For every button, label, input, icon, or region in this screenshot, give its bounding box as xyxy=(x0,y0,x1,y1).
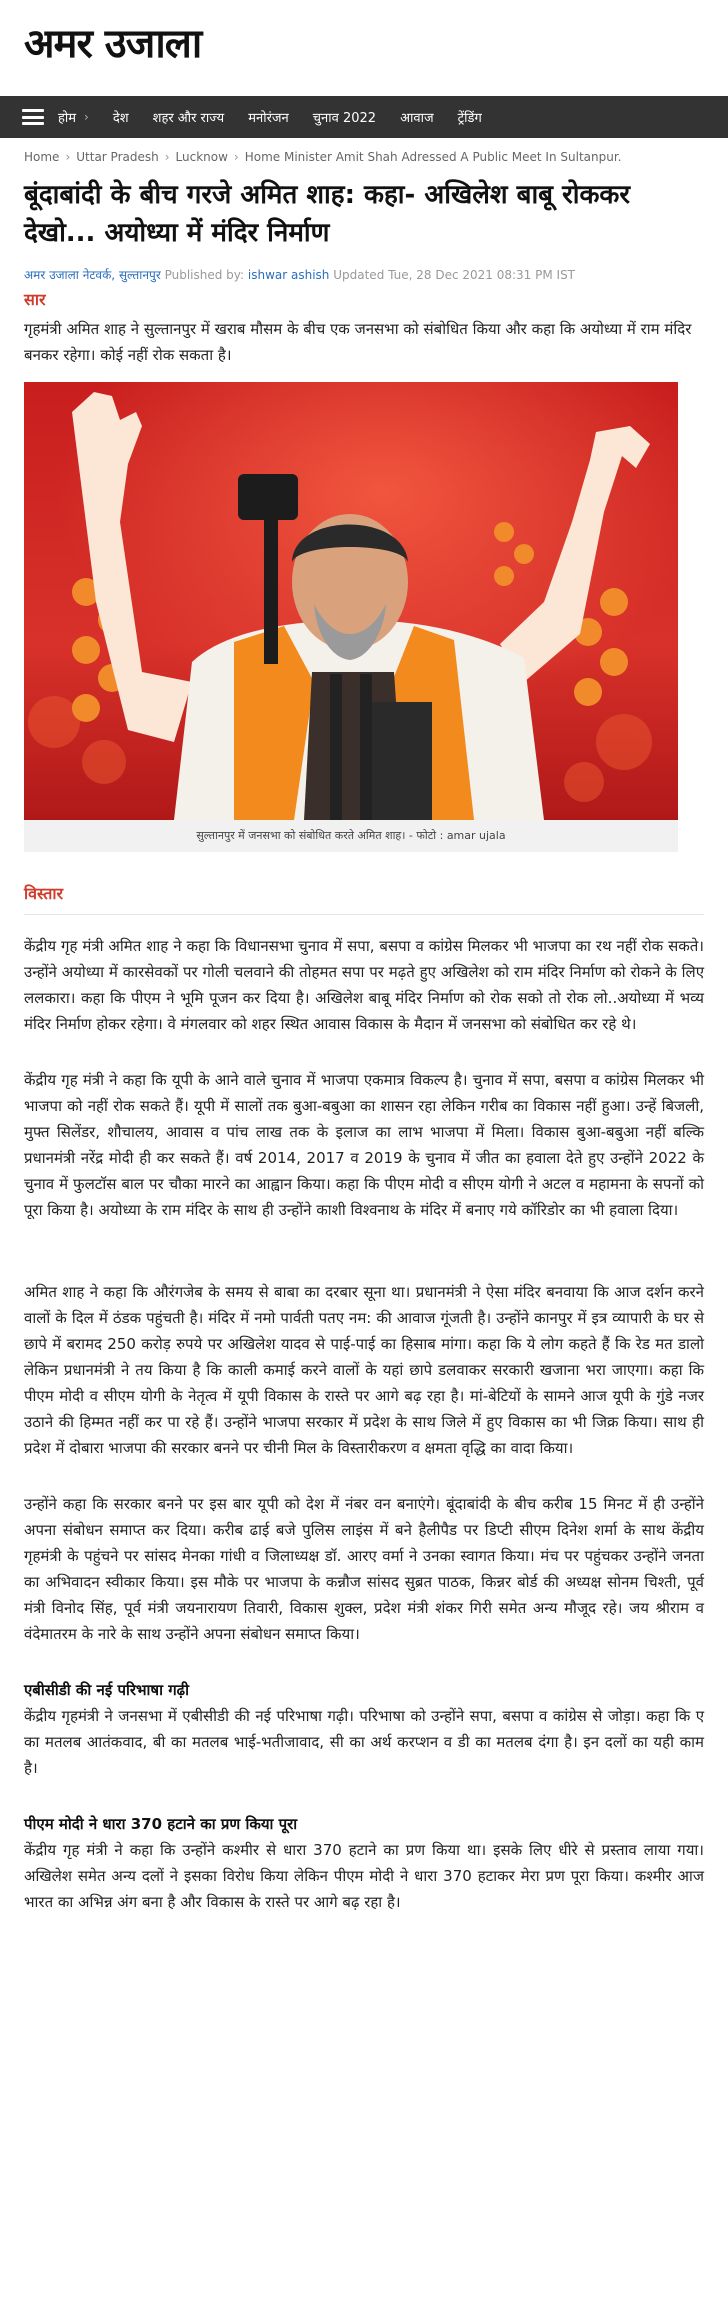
breadcrumb-separator-icon: › xyxy=(233,150,239,164)
image-caption: सुल्तानपुर में जनसभा को संबोधित करते अमित शाह। - फोटो : amar ujala xyxy=(24,820,678,852)
subsection-text: केंद्रीय गृह मंत्री ने कहा कि उन्होंने कश्मीर से धारा 370 हटाने का प्रण किया था। इसके लिए धीरे से प्रस्ताव लाया गया। अखिलेश समेत अन्य दलों ने इसका विरोध किया लेकिन पीएम मोदी ने धारा 370 हटाकर मेरा प्रण पूरा किया। कश्मीर आज भारत का अभिन्न अंग बना है और विकास के रास्ते पर आगे बढ़ रहा है। xyxy=(24,1841,704,1911)
subsection-heading: पीएम मोदी ने धारा 370 हटाने का प्रण किया पूरा xyxy=(24,1815,298,1833)
chevron-right-icon: › xyxy=(84,110,89,124)
nav-item-awaaz[interactable]: आवाज xyxy=(400,111,434,126)
breadcrumb-state[interactable]: Uttar Pradesh xyxy=(76,150,159,164)
breadcrumb-city[interactable]: Lucknow xyxy=(175,150,228,164)
article-paragraph: अमित शाह ने कहा कि औरंगजेब के समय से बाबा का दरबार सूना था। प्रधानमंत्री ने ऐसा मंदिर बनवाया कि आज दर्शन करने वालों के दिल में ठंडक पहुंचती है। मंदिर में नमो पार्वती पतए नम: की आवाज गूंजती है। उन्होंने कानपुर में इत्र व्यापारी के घर से छापे में बरामद 250 करोड़ रुपये पर अखिलेश यादव से पाई-पाई का हिसाब मांगा। कहा कि ये लोग कहते हैं कि रेड मत डालो लेकिन प्रधानमंत्री ने तय किया है कि काली कमाई करने वालों के यहां छापे डलवाकर सरकारी खजाना भरा जाएगा। कहा कि पीएम मोदी व सीएम योगी के नेतृत्व में यूपी विकास के रास्ते पर आगे बढ़ रहा है। मां-बेटियों के सामने आज यूपी के गुंडे नजर उठाने की हिम्मत नहीं कर पा रहे हैं। उन्होंने भाजपा सरकार में प्रदेश के साथ जिले में हुए विकास का भी जिक्र किया। साथ ही प्रदेश में दोबारा भाजपा की सरकार बनने पर चीनी मिल के विस्तारीकरण व क्षमता वृद्धि का वादा किया। xyxy=(24,1283,704,1457)
main-nav xyxy=(0,96,728,138)
byline-source[interactable]: अमर उजाला नेटवर्क, सुल्तानपुर xyxy=(24,268,161,282)
menu-icon[interactable] xyxy=(22,109,44,125)
nav-item-trending[interactable]: ट्रेंडिंग xyxy=(457,111,482,126)
article-image-block xyxy=(24,382,678,852)
breadcrumb-current: Home Minister Amit Shah Adressed A Public Meet In Sultanpur. xyxy=(244,150,622,164)
nav-item-election[interactable]: चुनाव 2022 xyxy=(312,111,377,126)
breadcrumb xyxy=(0,138,728,172)
nav-item-entertainment[interactable]: मनोरंजन xyxy=(248,111,289,126)
article-summary: गृहमंत्री अमित शाह ने सुल्तानपुर में खराब मौसम के बीच एक जनसभा को संबोधित किया और कहा कि अयोध्या में राम मंदिर बनकर रहेगा। कोई नहीं रोक सकता है। xyxy=(24,320,692,364)
article-title: बूंदाबांदी के बीच गरजे अमित शाह: कहा- अखिलेश बाबू रोककर देखो... अयोध्या में मंदिर निर्माण xyxy=(24,180,631,248)
byline-published-label: Published by: xyxy=(164,268,245,282)
subsection-text: केंद्रीय गृहमंत्री ने जनसभा में एबीसीडी की नई परिभाषा गढ़ी। परिभाषा को उन्होंने सपा, बसपा व कांग्रेस से जोड़ा। कहा कि ए का मतलब आतंकवाद, बी का मतलब भाई-भतीजावाद, सी का अर्थ करप्शन व डी का मतलब दंगा है। इन दलों का यही काम है। xyxy=(24,1707,704,1777)
article-paragraph: केंद्रीय गृह मंत्री अमित शाह ने कहा कि विधानसभा चुनाव में सपा, बसपा व कांग्रेस मिलकर भी भाजपा का रथ नहीं रोक सकते। उन्होंने अयोध्या में कारसेवकों पर गोली चलवाने की तोहमत सपा पर मढ़ते हुए अखिलेश को राम मंदिर निर्माण को रोकने के लिए ललकारा। कहा कि पीएम ने भूमि पूजन कर दिया है। अखिलेश बाबू मंदिर निर्माण को रोक सको तो रोक लो..अयोध्या में भव्य मंदिर निर्माण होकर रहेगा। वे मंगलवार को शहर स्थित आवास विकास के मैदान में जनसभा को संबोधित कर रहे थे। xyxy=(24,937,704,1033)
divider xyxy=(24,914,704,915)
subsection-heading: एबीसीडी की नई परिभाषा गढ़ी xyxy=(24,1681,189,1699)
article-paragraph: उन्होंने कहा कि सरकार बनने पर इस बार यूपी को देश में नंबर वन बनाएंगे। बूंदाबांदी के बीच करीब 15 मिनट में ही उन्होंने अपना संबोधन समाप्त कर दिया। करीब ढाई बजे पुलिस लाइंस में बने हैलीपैड पर डिप्टी सीएम दिनेश शर्मा के साथ केंद्रीय गृहमंत्री के पहुंचने पर सांसद मेनका गांधी व जिलाध्यक्ष डॉ. आरए वर्मा ने उनका स्वागत किया। मंच पर पहुंचकर उन्होंने जनता का अभिवादन स्वीकार किया। इस मौके पर भाजपा के कन्नौज सांसद सुब्रत पाठक, किन्नर बोर्ड की अध्यक्ष सोनम चिश्ती, पूर्व मंत्री विनोद सिंह, पूर्व मंत्री जयनारायण तिवारी, विकास शुक्ल, प्रदेश मंत्री शंकर गिरी समेत अन्य मौजूद रहे। जय श्रीराम व वंदेमातरम के नारे के साथ उन्होंने अपना संबोधन समाप्त किया। xyxy=(24,1495,704,1643)
detail-label: विस्तार xyxy=(24,884,64,903)
site-logo[interactable]: अमर उजाला xyxy=(24,20,202,67)
article-paragraph: केंद्रीय गृह मंत्री ने कहा कि यूपी के आने वाले चुनाव में भाजपा एकमात्र विकल्प है। चुनाव में सपा, बसपा व कांग्रेस मिलकर भी भाजपा को नहीं रोक सकते हैं। यूपी में सालों तक बुआ-बबुआ का शासन रहा लेकिन गरीब का विकास नहीं हुआ। उन्हें बिजली, मुफ्त सिलेंडर, शौचालय, आवास व पांच लाख तक के इलाज का लाभ भाजपा में मिला। विकास बुआ-बबुआ नहीं बल्कि प्रधानमंत्री नरेंद्र मोदी ही कर सकते हैं। वर्ष 2014, 2017 व 2019 के चुनाव में जीत का हवाला देते हुए उन्होंने 2022 के चुनाव में फुलटॉस बाल पर चौका मारने का आह्वान किया। कहा कि पीएम मोदी व सीएम योगी ने अटल व महामना के सपनों को पूरा किया है। अयोध्या के राम मंदिर के साथ ही उन्होंने काशी विश्वनाथ के मंदिर में बनाए गये कॉरिडोर का भी हवाला दिया। xyxy=(24,1071,704,1219)
byline-author[interactable]: ishwar ashish xyxy=(247,268,330,282)
breadcrumb-separator-icon: › xyxy=(164,150,170,164)
nav-item-home[interactable]: होम › xyxy=(58,110,89,126)
nav-item-desh[interactable]: देश xyxy=(112,111,129,126)
article-photo[interactable] xyxy=(24,382,678,820)
header xyxy=(0,0,728,96)
breadcrumb-home[interactable]: Home xyxy=(24,150,60,164)
nav-item-city-state[interactable]: शहर और राज्य xyxy=(152,111,225,126)
summary-label: सार xyxy=(24,290,46,309)
article-byline xyxy=(0,252,728,288)
byline-updated: Updated Tue, 28 Dec 2021 08:31 PM IST xyxy=(333,268,576,282)
breadcrumb-separator-icon: › xyxy=(65,150,71,164)
